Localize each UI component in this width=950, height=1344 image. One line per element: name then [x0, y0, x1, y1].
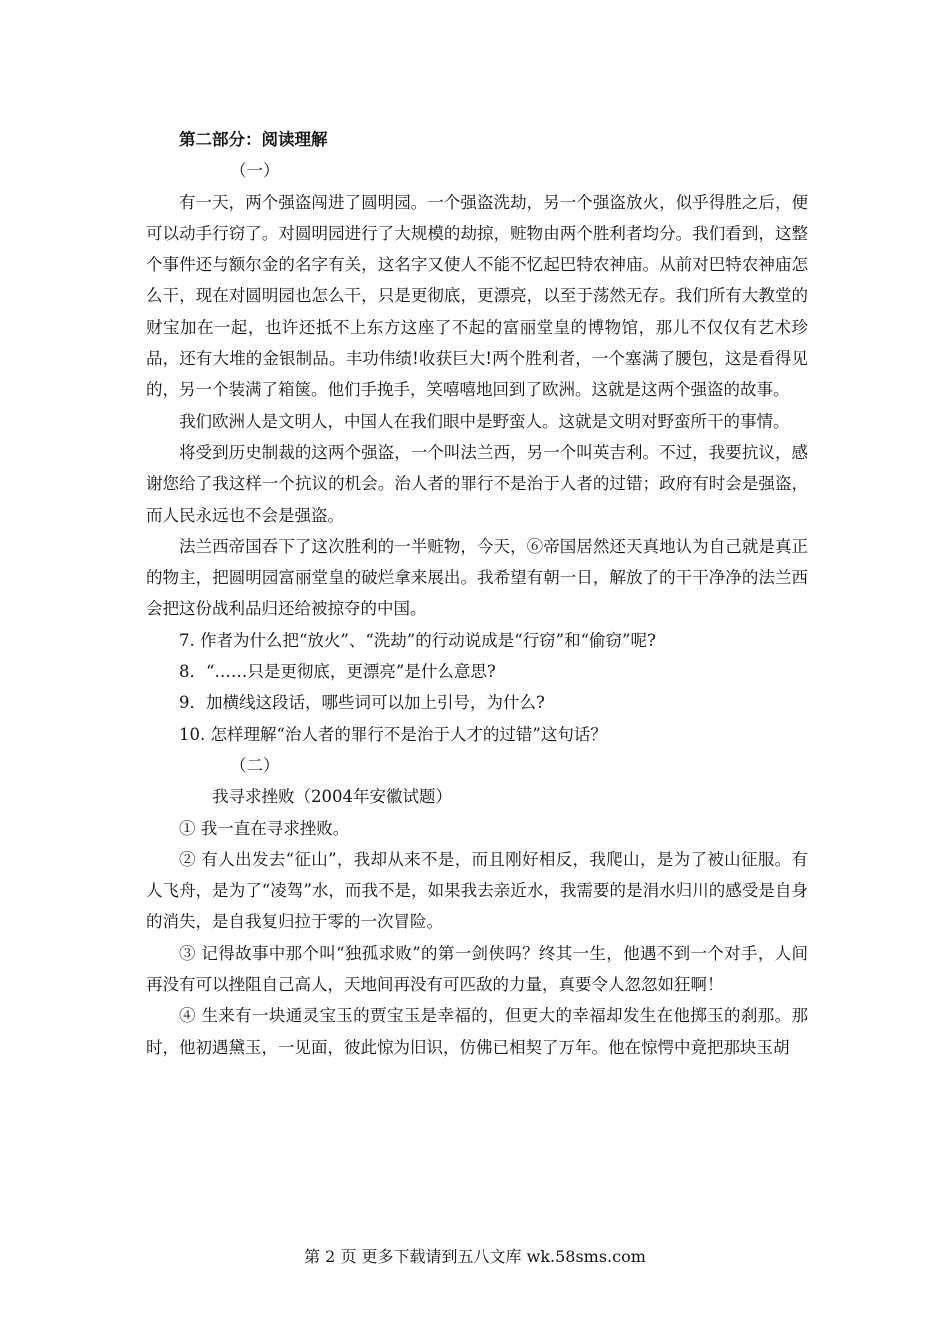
question-item: 7. 作者为什么把“放火”、“洗劫”的行动说成是“行窃”和“偷窃”呢? [179, 630, 656, 650]
part-one-label: （一） [230, 161, 280, 181]
document-body [146, 124, 808, 1063]
paragraph: 我们欧洲人是文明人，中国人在我们眼中是野蛮人。这就是文明对野蛮所干的事情。 [179, 411, 790, 431]
question-item: 8．“……只是更彻底，更漂亮”是什么意思? [179, 662, 496, 682]
part-two-label: （二） [230, 755, 280, 775]
question-item: 10. 怎样理解“治人者的罪行不是治于人才的过错”这句话？ [179, 724, 607, 744]
paragraph: 有一天，两个强盗闯进了圆明园。一个强盗洗劫，另一个强盗放火，似乎得胜之后，便可以动手行窃了。对圆明园进行了大规模的劫掠，赃物由两个胜利者均分。我们看到，这整个事件还与额尔金的名字有关，这名字又使人不能不忆起巴特农神庙。从前对巴特农神庙怎么干，现在对圆明园也怎么干，只是更彻底，更漂亮，以至于荡然无存。我们所有大教堂的财宝加在一起，也许还抵不上东方这座了不起的富丽堂皇的博物馆，那儿不仅仅有艺术珍品，还有大堆的金银制品。丰功伟绩!收获巨大!两个胜利者，一个塞满了腰包，这是看得见的，另一个装满了箱箧。他们手挽手，笑嘻嘻地回到了欧洲。这就是这两个强盗的故事。 [146, 192, 808, 400]
paragraph: ① 我一直在寻求挫败。 [179, 818, 350, 838]
paragraph: ③ 记得故事中那个叫“独孤求败”的第一剑侠吗？终其一生，他遇不到一个对手，人间再没有可以挫阻自己高人，天地间再没有可匹敌的力量，真要令人忽忽如狂啊！ [146, 943, 808, 995]
question-item: 9．加横线这段话，哪些词可以加上引号，为什么? [179, 693, 545, 713]
article-title: 我寻求挫败（2004年安徽试题） [212, 787, 452, 807]
paragraph: ④ 生来有一块通灵宝玉的贾宝玉是幸福的，但更大的幸福却发生在他掷玉的刹那。那时，他初遇黛玉，一见面，彼此惊为旧识，仿佛已相契了万年。他在惊愕中竟把那块玉胡 [146, 1006, 808, 1057]
section-heading: 第二部分：阅读理解 [179, 130, 328, 149]
page-footer: 第 2 页 更多下载请到五八文库 wk.58sms.com [304, 1247, 646, 1266]
paragraph: 法兰西帝国吞下了这次胜利的一半赃物，今天，⑥帝国居然还天真地认为自己就是真正的物主，把圆明园富丽堂皇的破烂拿来展出。我希望有朝一日，解放了的干干净净的法兰西会把这份战利品归还给被掠夺的中国。 [146, 536, 808, 619]
paragraph: ② 有人出发去“征山”，我却从来不是，而且刚好相反，我爬山，是为了被山征服。有人飞舟，是为了“凌驾”水，而我不是，如果我去亲近水，我需要的是涓水归川的感受是自身的消失，是自我复归拉于零的一次冒险。 [146, 849, 808, 932]
paragraph: 将受到历史制裁的这两个强盗，一个叫法兰西，另一个叫英吉利。不过，我要抗议，感谢您给了我这样一个抗议的机会。治人者的罪行不是治于人者的过错；政府有时会是强盗，而人民永远也不会是强盗。 [146, 442, 808, 525]
